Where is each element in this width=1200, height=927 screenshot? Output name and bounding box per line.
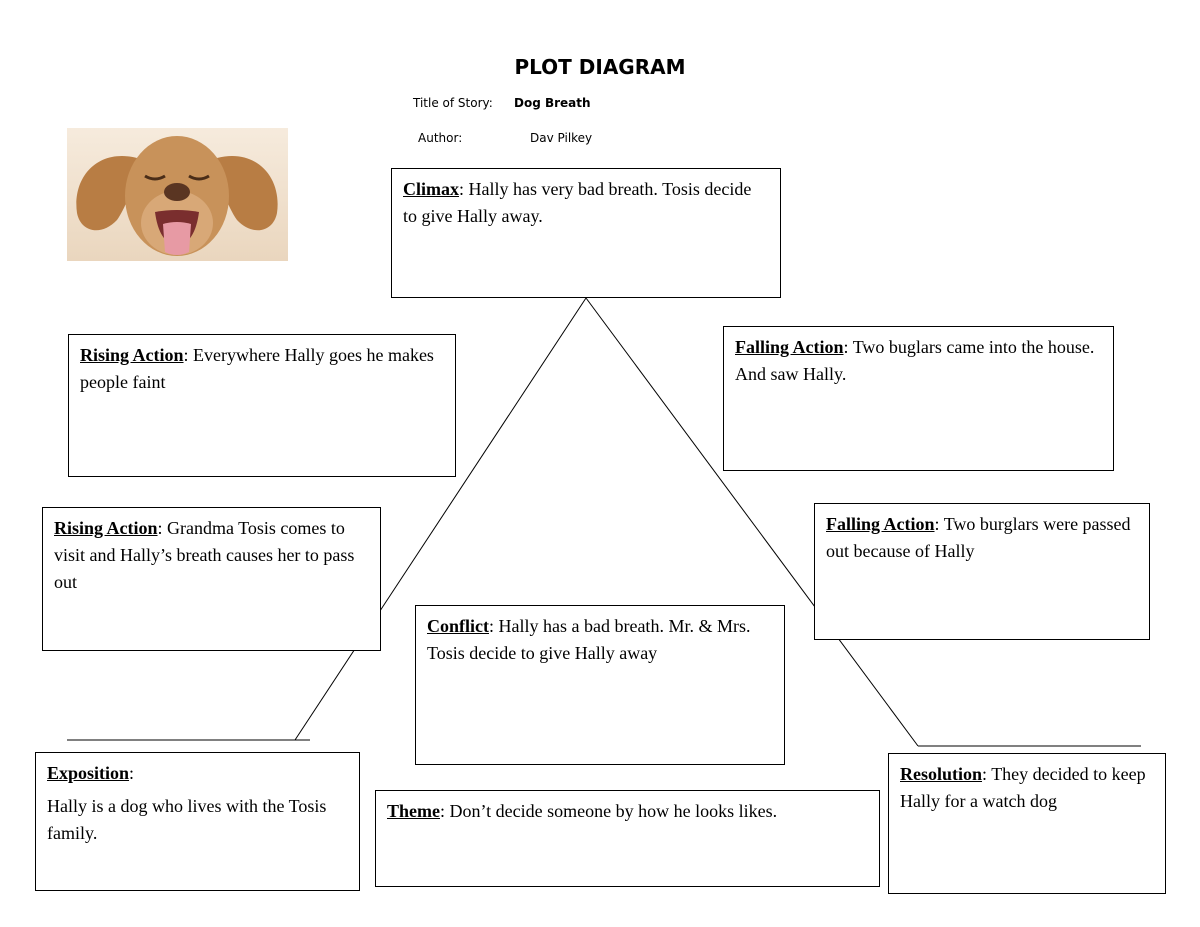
rising-action-box-lower — [42, 507, 381, 651]
exposition-heading: Exposition — [47, 763, 130, 783]
conflict-box — [415, 605, 785, 765]
climax-text: : Hally has very bad breath. Tosis decide to give Hally away. — [403, 179, 752, 226]
rising-action-text: : Everywhere Hally goes he makes people faint — [80, 345, 434, 392]
rising-action-heading: Rising Action — [54, 518, 158, 538]
exposition-colon: : — [129, 763, 135, 783]
dog-image — [67, 128, 288, 261]
climax-heading: Climax — [403, 179, 459, 199]
exposition-box — [35, 752, 360, 891]
author-label: Author: — [418, 131, 463, 145]
theme-box — [375, 790, 880, 887]
conflict-text: : Hally has a bad breath. Mr. & Mrs. Tosis decide to give Hally away — [427, 616, 751, 663]
exposition-text: Hally is a dog who lives with the Tosis family. — [47, 796, 327, 843]
rising-action-text: : Grandma Tosis comes to visit and Hally’s breath causes her to pass out — [54, 518, 355, 592]
rising-action-box-upper — [68, 334, 456, 477]
author-value: Dav Pilkey — [530, 131, 593, 145]
falling-action-heading: Falling Action — [735, 337, 844, 357]
falling-action-text: : Two burglars were passed out because of Hally — [826, 514, 1131, 561]
falling-action-box-upper — [723, 326, 1114, 471]
falling-action-text: : Two buglars came into the house. And saw Hally. — [735, 337, 1095, 384]
resolution-text: : They decided to keep Hally for a watch dog — [900, 764, 1146, 811]
resolution-box — [888, 753, 1166, 894]
conflict-heading: Conflict — [427, 616, 489, 636]
theme-heading: Theme — [387, 801, 440, 821]
story-title-value: Dog Breath — [514, 96, 591, 110]
page-title: PLOT DIAGRAM — [514, 55, 686, 79]
story-title-label: Title of Story: — [413, 96, 493, 110]
rising-action-heading: Rising Action — [80, 345, 184, 365]
climax-box — [391, 168, 781, 298]
resolution-heading: Resolution — [900, 764, 983, 784]
theme-text: : Don’t decide someone by how he looks likes. — [440, 801, 778, 821]
falling-action-heading: Falling Action — [826, 514, 935, 534]
falling-action-box-lower — [814, 503, 1150, 640]
